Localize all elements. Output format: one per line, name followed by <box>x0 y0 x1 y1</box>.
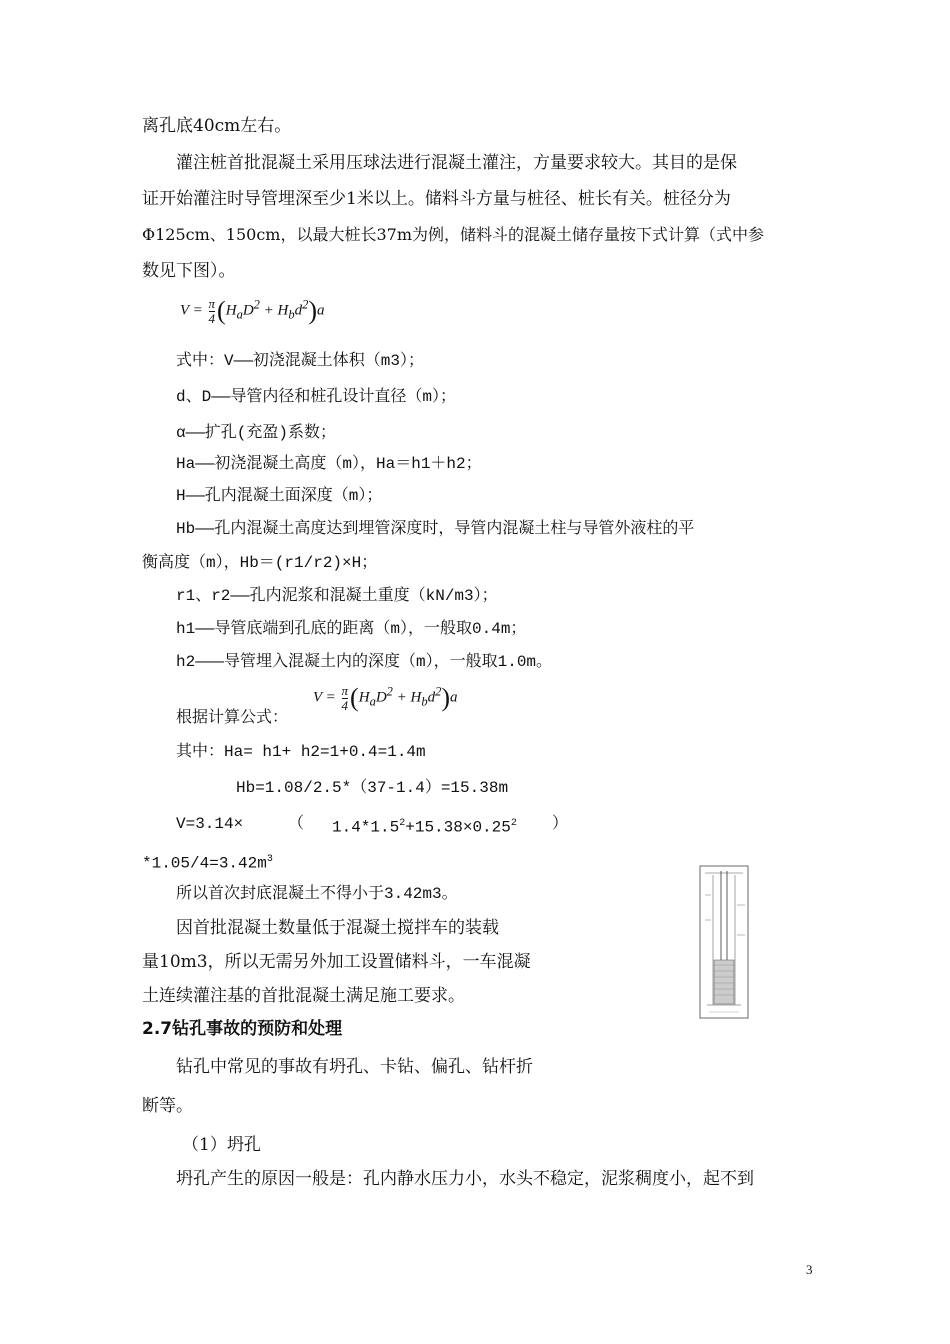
volume-formula: V = $\frac{\pi}{4}$ $(H_aD^2 + H_bd^2)a$ <box>180 295 325 326</box>
text-line: h1——导管底端到孔底的距离（m），一般取0.4m； <box>176 620 527 638</box>
formula-pi: π <box>341 682 349 698</box>
formula-hb: H <box>410 689 422 706</box>
calc-line <box>332 812 517 839</box>
calc-sup: 3 <box>266 854 273 865</box>
text-line: 根据计算公式： <box>176 709 289 727</box>
text-line: 因首批混凝土数量低于混凝土搅拌车的装载 <box>176 918 499 938</box>
calc-part: 1.4*1.5 <box>332 818 400 837</box>
formula-d: d <box>294 302 303 319</box>
formula-alpha: a <box>450 689 458 706</box>
calc-part: +15.38×0.25 <box>405 818 511 837</box>
text-line: 断等。 <box>142 1096 193 1116</box>
text-line: 所以首次封底混凝土不得小于3.42m3。 <box>176 885 458 903</box>
formula-hb: H <box>277 302 289 319</box>
formula-D-sup: 2 <box>253 297 260 312</box>
formula-v: V <box>180 302 189 319</box>
text-line: 土连续灌注基的首批混凝土满足施工要求。 <box>142 986 465 1006</box>
text-line: 衡高度（m），Hb＝(r1/r2)×H； <box>142 554 378 572</box>
text-line: Ha——初浇混凝土高度（m），Ha＝h1＋h2； <box>176 455 482 473</box>
text-line: 坍孔产生的原因一般是：孔内静水压力小，水头不稳定，泥浆稠度小，起不到 <box>176 1169 754 1189</box>
page-number: 3 <box>806 1262 813 1277</box>
formula-v: V <box>313 689 322 706</box>
calc-paren-open: （ <box>288 815 305 833</box>
text-line: 灌注桩首批混凝土采用压球法进行混凝土灌注，方量要求较大。其目的是保 <box>176 153 737 173</box>
text-line: r1、r2——孔内泥浆和混凝土重度（kN/m3）； <box>176 587 498 605</box>
text-line: Hb——孔内混凝土高度达到埋管深度时，导管内混凝土柱与导管外液柱的平 <box>176 520 695 538</box>
formula-eq: = <box>325 689 336 706</box>
formula-plus: + <box>396 689 407 706</box>
formula-eq: = <box>192 302 203 319</box>
formula-d-sup: 2 <box>435 684 442 699</box>
calc-sup: 2 <box>399 818 406 829</box>
formula-D: D <box>242 302 254 319</box>
text-line: Φ125cm、150cm，以最大桩长37m为例，储料斗的混凝土储存量按下式计算（式中参 <box>142 225 764 244</box>
calc-line <box>142 848 273 875</box>
formula-ha-sub: a <box>236 307 243 322</box>
formula-ha-sub: a <box>369 694 376 709</box>
text-line: d、D——导管内径和桩孔设计直径（m）； <box>176 388 457 406</box>
formula-D-sup: 2 <box>386 684 393 699</box>
text-line: 证开始灌注时导管埋深至少1米以上。储料斗方量与桩径、桩长有关。桩径分为 <box>142 189 731 209</box>
formula-d: d <box>427 689 436 706</box>
formula-ha: H <box>358 689 370 706</box>
formula-plus: + <box>263 302 274 319</box>
formula-four: 4 <box>208 310 216 326</box>
formula-hb-sub: b <box>288 307 295 322</box>
formula-d-sup: 2 <box>302 297 309 312</box>
text-line: 钻孔中常见的事故有坍孔、卡钻、偏孔、钻杆折 <box>176 1057 533 1077</box>
text-line: （1）坍孔 <box>182 1135 261 1155</box>
formula-four: 4 <box>341 697 349 713</box>
calc-part: *1.05/4=3.42m <box>142 854 267 873</box>
formula-pi: π <box>208 295 216 311</box>
section-heading: 2.7钻孔事故的预防和处理 <box>142 1019 343 1039</box>
text-line: α——扩孔(充盈)系数； <box>176 424 337 442</box>
formula-fraction <box>342 684 349 713</box>
text-line: h2———导管埋入混凝土内的深度（m），一般取1.0m。 <box>176 653 553 671</box>
pile-diagram <box>699 865 749 1019</box>
calc-part: V=3.14× <box>176 815 244 833</box>
formula-ha: H <box>225 302 237 319</box>
text-line: 数见下图）。 <box>142 261 236 281</box>
text-line: 离孔底40cm左右。 <box>142 116 292 136</box>
text-line: 量10m3，所以无需另外加工设置储料斗，一车混凝 <box>142 952 531 972</box>
calc-paren-close: ） <box>552 815 569 833</box>
calc-sup: 2 <box>510 818 517 829</box>
text-line: Hb=1.08/2.5*（37-1.4）=15.38m <box>236 779 509 797</box>
formula-hb-sub: b <box>421 694 428 709</box>
formula-alpha: a <box>317 302 325 319</box>
calc-line <box>176 812 243 836</box>
formula-D: D <box>375 689 387 706</box>
text-line: 式中：V——初浇混凝土体积（m3）； <box>176 352 425 370</box>
volume-formula-repeat: V = $\frac{\pi}{4}$ $(H_aD^2 + H_bd^2)a$ <box>313 682 458 713</box>
formula-fraction <box>209 297 216 326</box>
text-line: H——孔内混凝土面深度（m）； <box>176 487 383 505</box>
text-line: 其中：Ha= h1+ h2=1+0.4=1.4m <box>176 743 426 761</box>
